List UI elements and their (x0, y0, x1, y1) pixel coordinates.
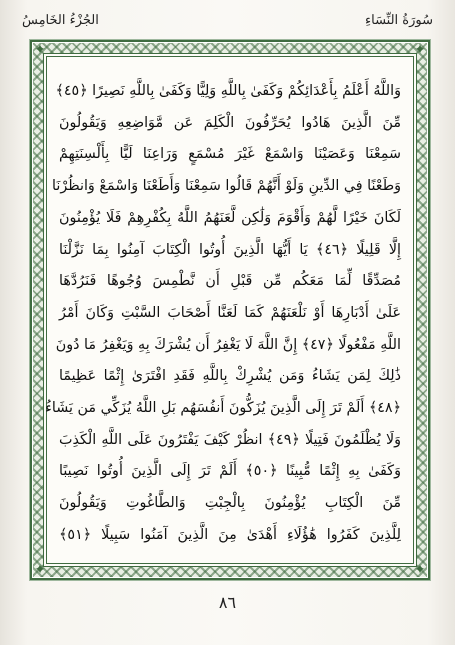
text-line: وَلَا يُظْلَمُونَ فَتِيلًا ﴿٤٩﴾ انظُرْ كَيْفَ يَفْتَرُونَ عَلَى اللَّهِ الْكَذِبَ (59, 431, 402, 448)
text-line: مُصَدِّقًا لِّمَا مَعَكُم مِّن قَبْلِ أَن نَّطْمِسَ وُجُوهًا فَنَرُدَّهَا (59, 273, 401, 290)
text-line: وَطَعْنًا فِي الدِّينِ وَلَوْ أَنَّهُمْ قَالُوا سَمِعْنَا وَأَطَعْنَا وَاسْمَعْ وَانظُرْنَا (52, 178, 401, 195)
text-line: وَكَفَىٰ بِهِ إِثْمًا مُّبِينًا ﴿٥٠﴾ أَلَمْ تَرَ إِلَى الَّذِينَ أُوتُوا نَصِيبًا (59, 463, 401, 480)
juz-name-header: الجُزْءُ الخَامِسُ (22, 13, 99, 28)
page-number: ٨٦ (218, 593, 237, 612)
corner-ornament-icon: ✦ (414, 562, 426, 578)
corner-ornament-icon: ✦ (414, 42, 426, 58)
surah-name-header: سُورَةُ النِّسَاءِ (365, 13, 433, 28)
text-line: إِلَّا قَلِيلًا ﴿٤٦﴾ يَا أَيُّهَا الَّذِينَ أُوتُوا الْكِتَابَ آمِنُوا بِمَا نَزَّلْنَا (59, 241, 401, 258)
text-line: مِّنَ الْكِتَابِ يُؤْمِنُونَ بِالْجِبْتِ وَالطَّاغُوتِ وَيَقُولُونَ (59, 495, 401, 512)
text-line: لَكَانَ خَيْرًا لَّهُمْ وَأَقْوَمَ وَلَٰكِن لَّعَنَهُمُ اللَّهُ بِكُفْرِهِمْ فَلَا يُؤْمِنُونَ (59, 209, 401, 226)
text-line: عَلَىٰ أَدْبَارِهَا أَوْ نَلْعَنَهُمْ كَمَا لَعَنَّا أَصْحَابَ السَّبْتِ وَكَانَ أَمْرُ (59, 304, 401, 321)
text-panel (46, 56, 414, 564)
text-line: ﴿٤٨﴾ أَلَمْ تَرَ إِلَى الَّذِينَ يُزَكُّونَ أَنفُسَهُم بَلِ اللَّهُ يُزَكِّي مَن يَشَاءُ (45, 400, 401, 417)
decorative-frame (30, 40, 430, 580)
text-line: اللَّهِ مَفْعُولًا ﴿٤٧﴾ إِنَّ اللَّهَ لَا يَغْفِرُ أَن يُشْرَكَ بِهِ وَيَغْفِرُ مَا دُونَ (55, 336, 401, 353)
text-line: لِلَّذِينَ كَفَرُوا هَٰؤُلَاءِ أَهْدَىٰ مِنَ الَّذِينَ آمَنُوا سَبِيلًا ﴿٥١﴾ (59, 526, 401, 543)
text-line: وَاللَّهُ أَعْلَمُ بِأَعْدَائِكُمْ وَكَفَىٰ بِاللَّهِ وَلِيًّا وَكَفَىٰ بِاللَّهِ نَصِيرًا ﴿٤٥﴾ (55, 83, 401, 99)
text-line: مِّنَ الَّذِينَ هَادُوا يُحَرِّفُونَ الْكَلِمَ عَن مَّوَاضِعِهِ وَيَقُولُونَ (59, 114, 401, 131)
text-line: ذَٰلِكَ لِمَن يَشَاءُ وَمَن يُشْرِكْ بِاللَّهِ فَقَدِ افْتَرَىٰ إِثْمًا عَظِيمًا (59, 368, 401, 385)
text-line: سَمِعْنَا وَعَصَيْنَا وَاسْمَعْ غَيْرَ مُسْمَعٍ وَرَاعِنَا لَيًّا بِأَلْسِنَتِهِمْ (59, 146, 401, 163)
verse-text-block (45, 77, 402, 549)
corner-ornament-icon: ✦ (34, 562, 46, 578)
corner-ornament-icon: ✦ (34, 42, 46, 58)
